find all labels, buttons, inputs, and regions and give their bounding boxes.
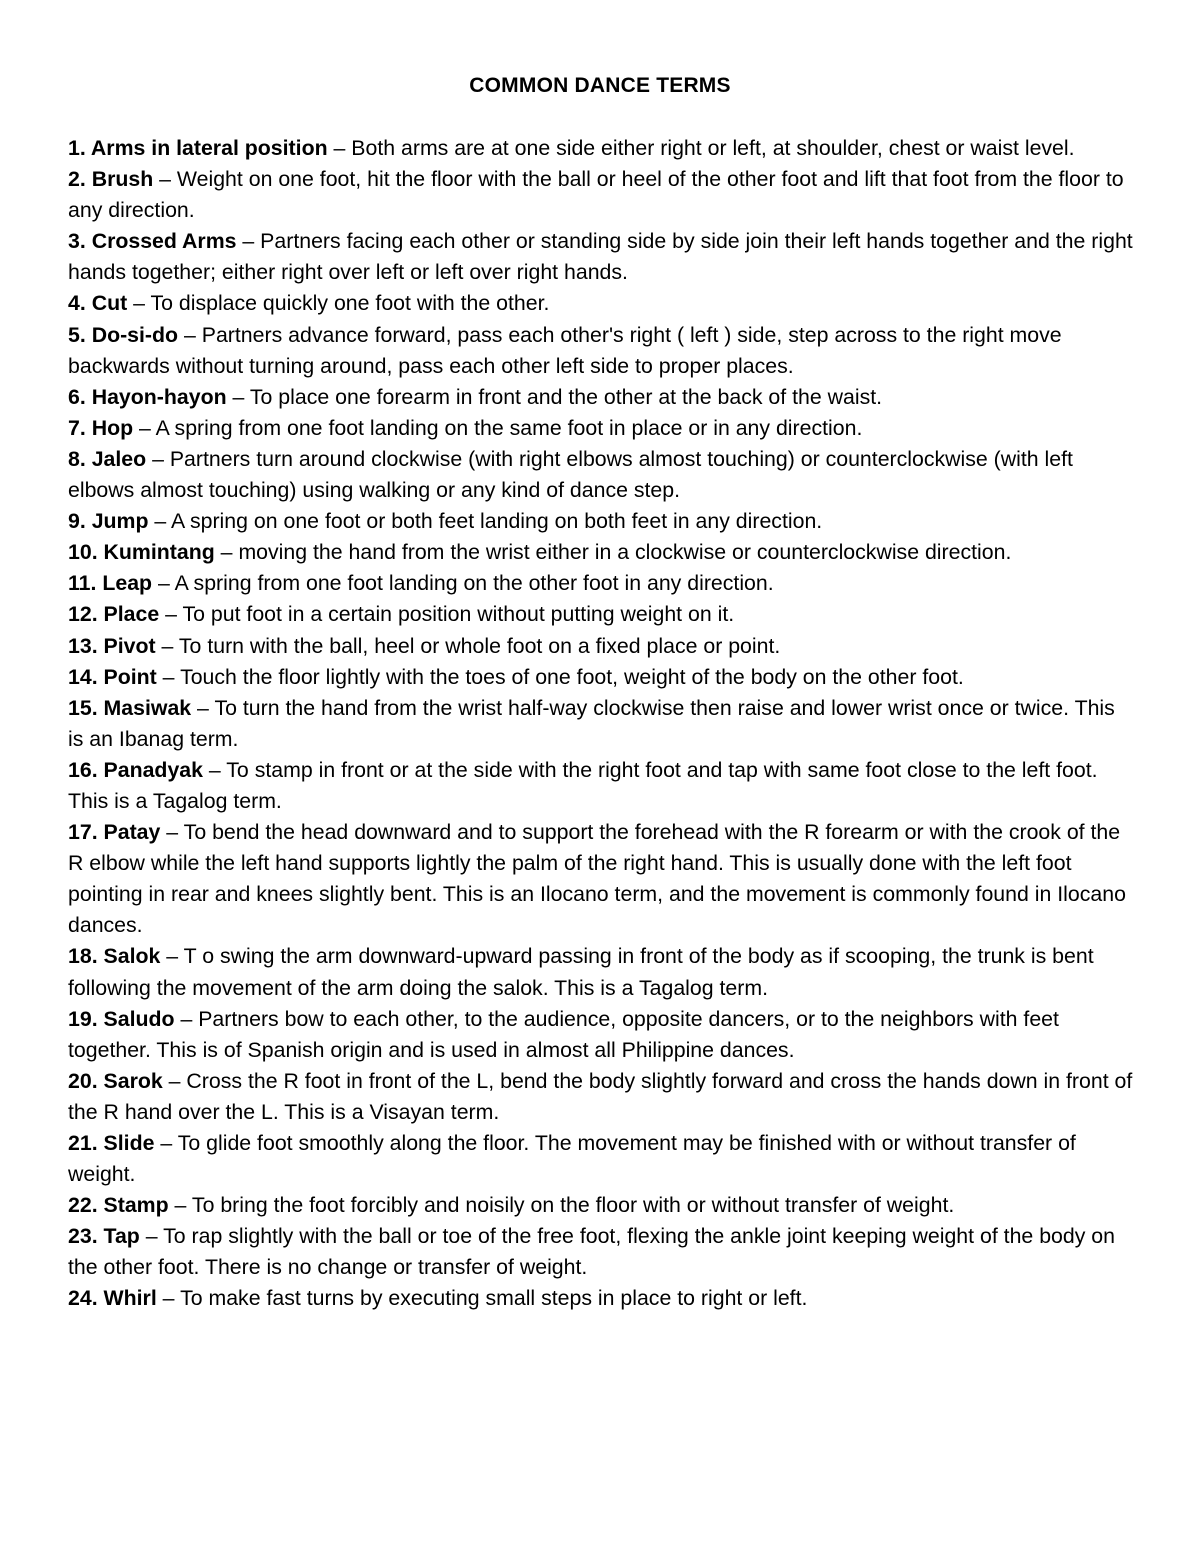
term-number: 11.: [68, 571, 97, 596]
term-definition: To bring the foot forcibly and noisily on the floor with or without transfer of weight.: [191, 1193, 955, 1218]
term-entry: [68, 537, 1136, 568]
term-heading: [68, 509, 149, 533]
term-heading: [68, 447, 146, 471]
term-separator: –: [202, 757, 227, 782]
term-number: 14.: [68, 664, 98, 689]
term-heading: [68, 291, 127, 315]
term-separator: –: [146, 446, 170, 471]
term-name: Kumintang: [103, 540, 215, 565]
term-separator: –: [214, 540, 239, 565]
term-number: 12.: [68, 602, 98, 627]
term-heading: [68, 1224, 140, 1248]
term-number: 24.: [68, 1286, 98, 1311]
term-name: Crossed Arms: [91, 229, 237, 254]
term-separator: –: [156, 664, 181, 689]
term-definition: To stamp in front or at the side with the right foot and tap with same foot close to the left foot. This is a Tagalog term.: [68, 757, 1098, 813]
term-separator: –: [236, 229, 261, 254]
term-entry: [68, 164, 1136, 226]
term-entry: [68, 817, 1136, 941]
term-separator: –: [133, 415, 156, 440]
term-heading: [68, 540, 215, 564]
term-name: Saludo: [103, 1006, 175, 1031]
term-name: Arms in lateral position: [90, 136, 328, 160]
term-separator: –: [226, 384, 250, 409]
term-separator: –: [154, 1131, 178, 1155]
term-number: 4.: [68, 291, 86, 316]
term-heading: [68, 758, 203, 782]
term-heading: [68, 1286, 157, 1310]
term-separator: –: [159, 602, 183, 627]
term-name: Jump: [91, 509, 149, 534]
term-heading: [68, 944, 160, 968]
term-number: 22.: [68, 1193, 98, 1218]
term-name: Patay: [103, 820, 161, 845]
term-definition: moving the hand from the wrist either in a clockwise or counterclockwise direction.: [238, 540, 1012, 565]
term-heading: [68, 416, 133, 440]
term-separator: –: [127, 291, 151, 316]
term-separator: –: [327, 136, 352, 160]
term-entry: [68, 941, 1136, 1003]
term-entry: [68, 382, 1136, 413]
term-definition: To bend the head downward and to support the forehead with the R forearm or with the crook of the R elbow while the left hand supports lightly the palm of the right hand. This is usually done with the left foot pointing in rear and knees slightly bent. This is an Ilocano term, and the movement is commonly found in Ilocano dances.: [68, 820, 1126, 938]
term-heading: [68, 1193, 169, 1217]
term-name: Cut: [91, 291, 128, 316]
term-definition: To glide foot smoothly along the floor. The movement may be finished with or without transfer of weight.: [68, 1131, 1076, 1187]
term-entry: [68, 288, 1136, 319]
term-number: 6.: [68, 384, 86, 409]
term-name: Jaleo: [91, 446, 147, 471]
term-definition: Cross the R foot in front of the L, bend the body slightly forward and cross the hands down in front of the R hand over the L. This is a Visayan term.: [68, 1068, 1133, 1124]
term-entry: [68, 631, 1136, 662]
term-heading: [68, 136, 328, 160]
term-heading: [68, 634, 156, 658]
term-name: Pivot: [103, 633, 156, 658]
term-heading: [68, 1007, 175, 1031]
term-separator: –: [174, 1006, 199, 1031]
term-number: 2.: [68, 167, 86, 192]
term-name: Hayon-hayon: [91, 384, 227, 409]
term-definition: T o swing the arm downward-upward passing in front of the body as if scooping, the trunk is bent following the movement of the arm doing the salok. This is a Tagalog term.: [68, 944, 1094, 1000]
term-definition: To turn the hand from the wrist half-way clockwise then raise and lower wrist once or twice. This is an Ibanag term.: [68, 695, 1115, 751]
term-name: Hop: [91, 415, 134, 440]
term-entry: [68, 506, 1136, 537]
term-separator: –: [168, 1193, 192, 1218]
term-name: Brush: [91, 167, 154, 192]
term-definition: To displace quickly one foot with the other.: [150, 291, 550, 316]
term-separator: –: [153, 167, 177, 192]
term-definition: A spring from one foot landing on the other foot in any direction.: [174, 571, 774, 596]
term-entry: [68, 320, 1136, 382]
term-name: Salok: [103, 944, 161, 969]
term-name: Place: [103, 602, 160, 627]
term-number: 17.: [68, 820, 98, 845]
term-entry: [68, 755, 1136, 817]
term-definition: Partners bow to each other, to the audience, opposite dancers, or to the neighbors with feet together. This is of Spanish origin and is used in almost all Philippine dances.: [68, 1006, 1059, 1062]
term-number: 10.: [68, 540, 98, 565]
term-heading: [68, 1131, 154, 1155]
term-heading: [68, 696, 191, 720]
term-name: Tap: [103, 1224, 140, 1249]
term-heading: [68, 1069, 163, 1093]
term-number: 8.: [68, 446, 86, 471]
term-number: 21.: [68, 1131, 98, 1155]
term-entry: [68, 599, 1136, 630]
term-definition: Weight on one foot, hit the floor with the ball or heel of the other foot and lift that foot from the floor to any direction.: [68, 167, 1124, 223]
term-heading: [68, 602, 159, 626]
term-definition: To make fast turns by executing small steps in place to right or left.: [180, 1286, 808, 1311]
term-number: 5.: [68, 322, 86, 347]
term-entry: [68, 226, 1136, 288]
term-heading: [68, 665, 157, 689]
term-definition: Touch the floor lightly with the toes of one foot, weight of the body on the other foot.: [180, 664, 964, 689]
term-separator: –: [191, 695, 215, 720]
term-heading: [68, 571, 152, 595]
term-entry: [68, 1066, 1136, 1128]
term-entry: [68, 662, 1136, 693]
term-name: Sarok: [103, 1068, 163, 1093]
term-entry: [68, 413, 1136, 444]
term-name: Whirl: [103, 1286, 157, 1311]
term-separator: –: [152, 571, 175, 596]
term-number: 13.: [68, 633, 98, 658]
term-entry: [68, 1128, 1136, 1190]
term-separator: –: [160, 820, 184, 845]
page-title: COMMON DANCE TERMS: [469, 74, 731, 97]
term-name: Stamp: [103, 1193, 169, 1218]
term-separator: –: [156, 1286, 181, 1311]
term-separator: –: [155, 633, 179, 658]
term-entry: [68, 693, 1136, 755]
term-definition: Partners facing each other or standing side by side join their left hands together and the right hands together; either right over left or left over right hands.: [68, 229, 1133, 285]
term-definition: To rap slightly with the ball or toe of the free foot, flexing the ankle joint keeping weight of the body on the other foot. There is no change or transfer of weight.: [68, 1224, 1115, 1280]
term-number: 18.: [68, 944, 98, 969]
term-definition: A spring on one foot or both feet landing on both feet in any direction.: [171, 509, 823, 534]
term-definition: A spring from one foot landing on the same foot in place or in any direction.: [155, 415, 863, 440]
term-name: Slide: [103, 1131, 155, 1155]
term-entry: [68, 1004, 1136, 1066]
term-entry: [68, 1221, 1136, 1283]
term-entry: [68, 1190, 1136, 1221]
term-number: 19.: [68, 1006, 98, 1031]
term-name: Panadyak: [103, 757, 203, 782]
term-number: 1.: [68, 136, 86, 160]
dance-terms-list: [68, 133, 1136, 1315]
term-number: 9.: [68, 509, 86, 534]
term-heading: [68, 167, 153, 191]
term-number: 3.: [68, 229, 86, 254]
term-heading: [68, 385, 227, 409]
term-heading: [68, 323, 178, 347]
term-number: 20.: [68, 1068, 98, 1093]
term-definition: Partners advance forward, pass each other's right ( left ) side, step across to the right move backwards without turning around, pass each other left side to proper places.: [68, 322, 1062, 378]
term-definition: Partners turn around clockwise (with right elbows almost touching) or counterclockwise (with left elbows almost touching) using walking or any kind of dance step.: [68, 446, 1073, 503]
term-definition: To put foot in a certain position without putting weight on it.: [182, 602, 735, 627]
term-definition: To place one forearm in front and the other at the back of the waist.: [249, 384, 883, 409]
term-heading: [68, 229, 236, 253]
term-entry: [68, 1283, 1136, 1314]
term-name: Masiwak: [103, 695, 192, 720]
term-heading: [68, 820, 160, 844]
term-entry: [68, 133, 1136, 164]
term-name: Point: [103, 664, 157, 689]
term-number: 7.: [68, 415, 86, 440]
term-name: Leap: [102, 571, 153, 596]
term-number: 16.: [68, 757, 98, 782]
term-definition: Both arms are at one side either right or left, at shoulder, chest or waist level.: [351, 136, 1075, 160]
term-number: 15.: [68, 695, 98, 720]
term-entry: [68, 568, 1136, 599]
term-separator: –: [160, 944, 184, 969]
term-definition: To turn with the ball, heel or whole foot on a fixed place or point.: [178, 633, 781, 658]
term-number: 23.: [68, 1224, 98, 1249]
term-separator: –: [139, 1224, 164, 1249]
term-separator: –: [162, 1068, 187, 1093]
term-name: Do-si-do: [91, 322, 179, 347]
term-separator: –: [178, 322, 202, 347]
term-entry: [68, 444, 1136, 506]
term-separator: –: [148, 509, 172, 534]
